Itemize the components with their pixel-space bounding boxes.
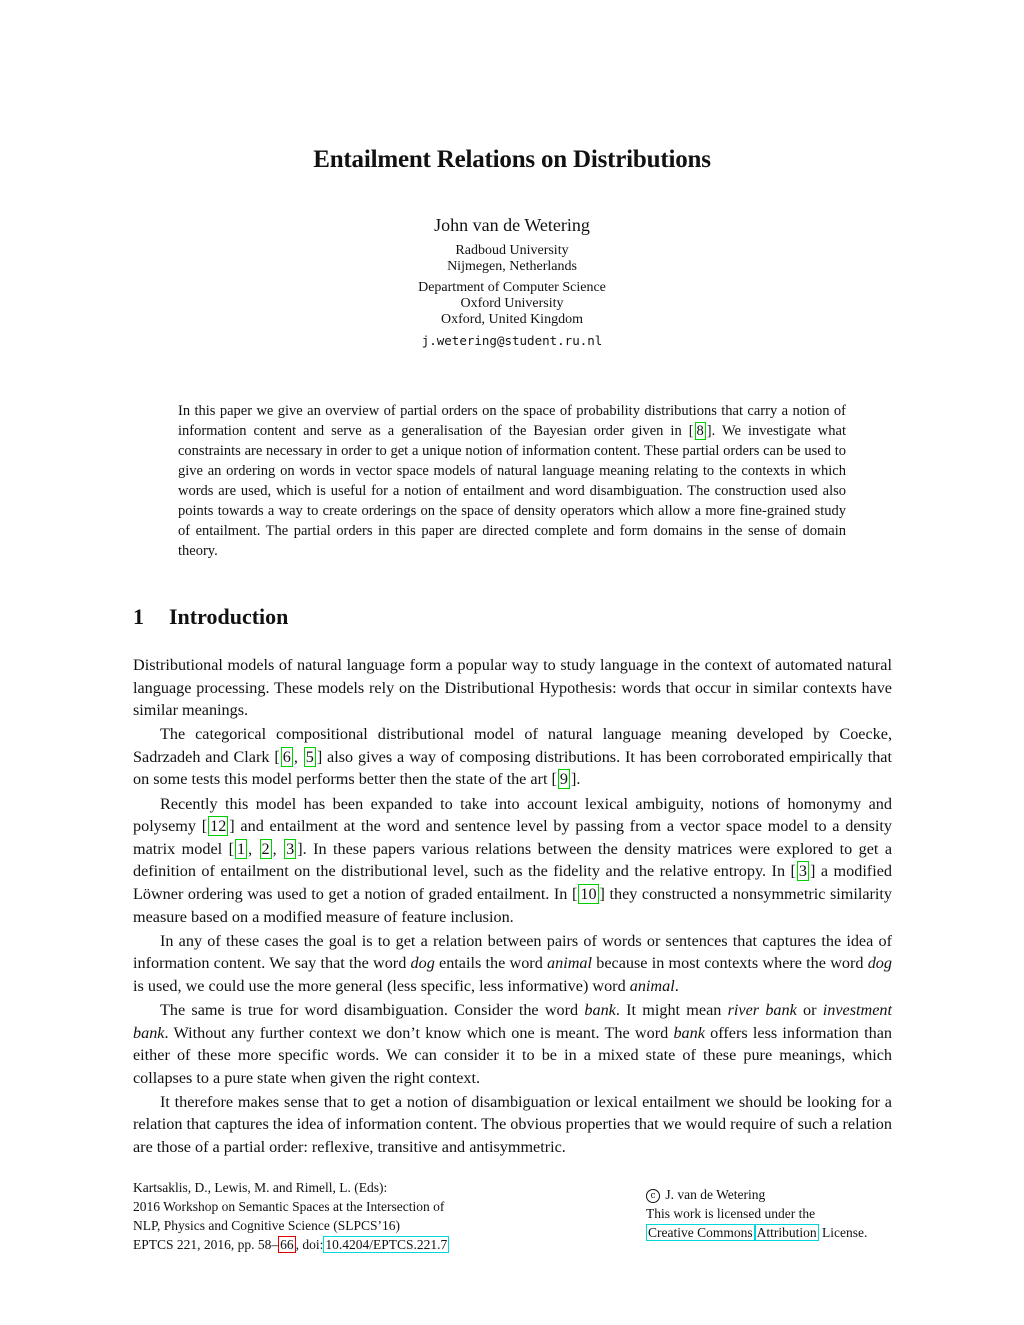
text: , xyxy=(248,839,259,858)
text: entails the word xyxy=(434,954,548,973)
abstract xyxy=(178,401,846,561)
text: ] also gives a way of composing distributions. It has been corroborated empirically that on some tests this model performs better then the state of the art [ xyxy=(133,747,892,789)
footer-line xyxy=(646,1223,867,1242)
citation-link[interactable]: 10 xyxy=(580,884,597,903)
italic-term: dog xyxy=(410,954,435,973)
italic-term: bank xyxy=(584,1000,616,1019)
text: offers less information than either of these more specific words. We can consider it to be in a mixed state of these pure meanings, which collapses to a pure state when given the right context. xyxy=(133,1023,892,1087)
footer-line: Kartsaklis, D., Lewis, M. and Rimell, L. (Eds): xyxy=(133,1180,388,1195)
doi-link[interactable]: 10.4204/EPTCS.221.7 xyxy=(325,1237,448,1252)
italic-term: animal xyxy=(547,954,592,973)
paragraph xyxy=(133,723,892,791)
text: ] and entailment at the word and sentence level by passing from a vector space model to a density matrix model [ xyxy=(133,817,892,858)
citation-link[interactable]: 5 xyxy=(305,747,314,766)
section-number: 1 xyxy=(133,604,144,629)
footer-license-info xyxy=(646,1185,867,1242)
affiliation-line: Department of Computer Science xyxy=(418,280,606,295)
text: , xyxy=(293,747,303,766)
text: ] a modified Löwner ordering was used to get a notion of graded entailment. In [ xyxy=(133,862,892,903)
italic-term: animal xyxy=(629,976,675,995)
citation-link[interactable]: 1 xyxy=(236,839,246,858)
text: or xyxy=(796,1000,823,1019)
text: The same is true for word disambiguation. Consider the word xyxy=(160,1000,585,1019)
affiliation-line: Nijmegen, Netherlands xyxy=(447,259,577,274)
citation-link[interactable]: 12 xyxy=(210,817,227,836)
creative-commons-link[interactable]: Creative Commons xyxy=(648,1225,753,1240)
paragraph: Distributional models of natural language form a popular way to study language in the context of automated natural language processing. These models rely on the Distributional Hypothesis: words that occur in similar contexts have similar meanings. xyxy=(133,656,892,720)
italic-term: bank xyxy=(673,1023,705,1042)
footer-line xyxy=(646,1185,867,1204)
attribution-link[interactable]: Attribution xyxy=(756,1225,817,1240)
text: ]. In these papers various relations between the density matrices were explored to get a definition of entailment on the distributional level, such as the fidelity and the relative entropy. In [ xyxy=(133,839,892,881)
section-heading xyxy=(133,604,288,630)
italic-term: investment bank xyxy=(133,1000,893,1042)
text: . xyxy=(674,976,679,995)
text: . It might mean xyxy=(615,1000,728,1019)
affiliation-oxford xyxy=(0,280,1024,328)
italic-term: dog xyxy=(867,954,892,973)
footer-line xyxy=(133,1235,449,1254)
abstract-text: In this paper we give an overview of partial orders on the space of probability distributions that carry a notion of information content and serve as a generalisation of the Bayesian order given in [ xyxy=(178,403,846,439)
author-name: John van de Wetering xyxy=(434,215,590,235)
author-email[interactable]: j.wetering@student.ru.nl xyxy=(421,333,603,348)
text: The categorical compositional distributional model of natural language meaning developed by Coecke, Sadrzadeh and Clark [ xyxy=(133,725,892,766)
paragraph xyxy=(133,793,892,929)
section-title: Introduction xyxy=(169,604,289,629)
footer-line: This work is licensed under the xyxy=(646,1206,816,1221)
affiliation-line: Oxford, United Kingdom xyxy=(441,312,583,327)
paragraph xyxy=(133,999,892,1089)
paragraph: It therefore makes sense that to get a notion of disambiguation or lexical entailment we should be looking for a relation that captures the idea of information content. The obvious properties that we would require of such a relation are those of a partial order: reflexive, transitive and antisymmetric. xyxy=(133,1092,892,1156)
footer-publication-info xyxy=(133,1178,449,1254)
copyright-icon: c xyxy=(646,1189,660,1203)
text: In any of these cases the goal is to get a relation between pairs of words or sentences that captures the idea of information content. We say that the word xyxy=(133,931,892,973)
abstract-text: ]. We investigate what constraints are necessary in order to get a unique notion of information content. These partial orders can be used to give an ordering on words in vector space models of natural language meaning relating to the contexts in which words are used, which is useful for a notion of entailment and word disambiguation. The construction used also points towards a way to create orderings on the space of density operators which allow a more fine-grained study of entailment. The partial orders in this paper are directed complete and form domains in the sense of domain theory. xyxy=(178,423,846,559)
body-text xyxy=(133,654,892,1160)
text: is used, we could use the more general (less specific, less informative) word xyxy=(133,976,630,995)
paper-title: Entailment Relations on Distributions xyxy=(313,146,711,173)
page-link[interactable]: 66 xyxy=(280,1237,294,1252)
text: because in most contexts where the word xyxy=(592,954,868,973)
text: J. van de Wetering xyxy=(662,1187,766,1202)
text: , xyxy=(272,839,284,858)
footer-line: 2016 Workshop on Semantic Spaces at the Intersection of xyxy=(133,1199,445,1214)
text: , doi: xyxy=(295,1237,324,1252)
affiliation-line: Radboud University xyxy=(455,243,569,258)
footer-line: NLP, Physics and Cognitive Science (SLPCS’16) xyxy=(133,1218,400,1233)
text: EPTCS 221, 2016, pp. 58– xyxy=(133,1237,279,1252)
text: License. xyxy=(818,1225,868,1240)
text: . Without any further context we don’t know which one is meant. The word xyxy=(164,1023,674,1042)
citation-link[interactable]: 6 xyxy=(282,747,291,766)
affiliation-line: Oxford University xyxy=(460,296,564,311)
italic-term: river bank xyxy=(727,1000,797,1019)
citation-link[interactable]: 8 xyxy=(696,423,704,439)
citation-link[interactable]: 9 xyxy=(559,770,569,789)
citation-link[interactable]: 2 xyxy=(261,839,270,858)
affiliation-radboud xyxy=(0,243,1024,275)
citation-link[interactable]: 3 xyxy=(798,862,807,881)
citation-link[interactable]: 3 xyxy=(286,839,295,858)
text: Recently this model has been expanded to take into account lexical ambiguity, notions of homonymy and polysemy [ xyxy=(133,794,892,836)
text: ] they constructed a nonsymmetric similarity measure based on a modified measure of feature inclusion. xyxy=(133,884,893,926)
paragraph xyxy=(133,930,892,998)
text: ]. xyxy=(571,770,581,789)
